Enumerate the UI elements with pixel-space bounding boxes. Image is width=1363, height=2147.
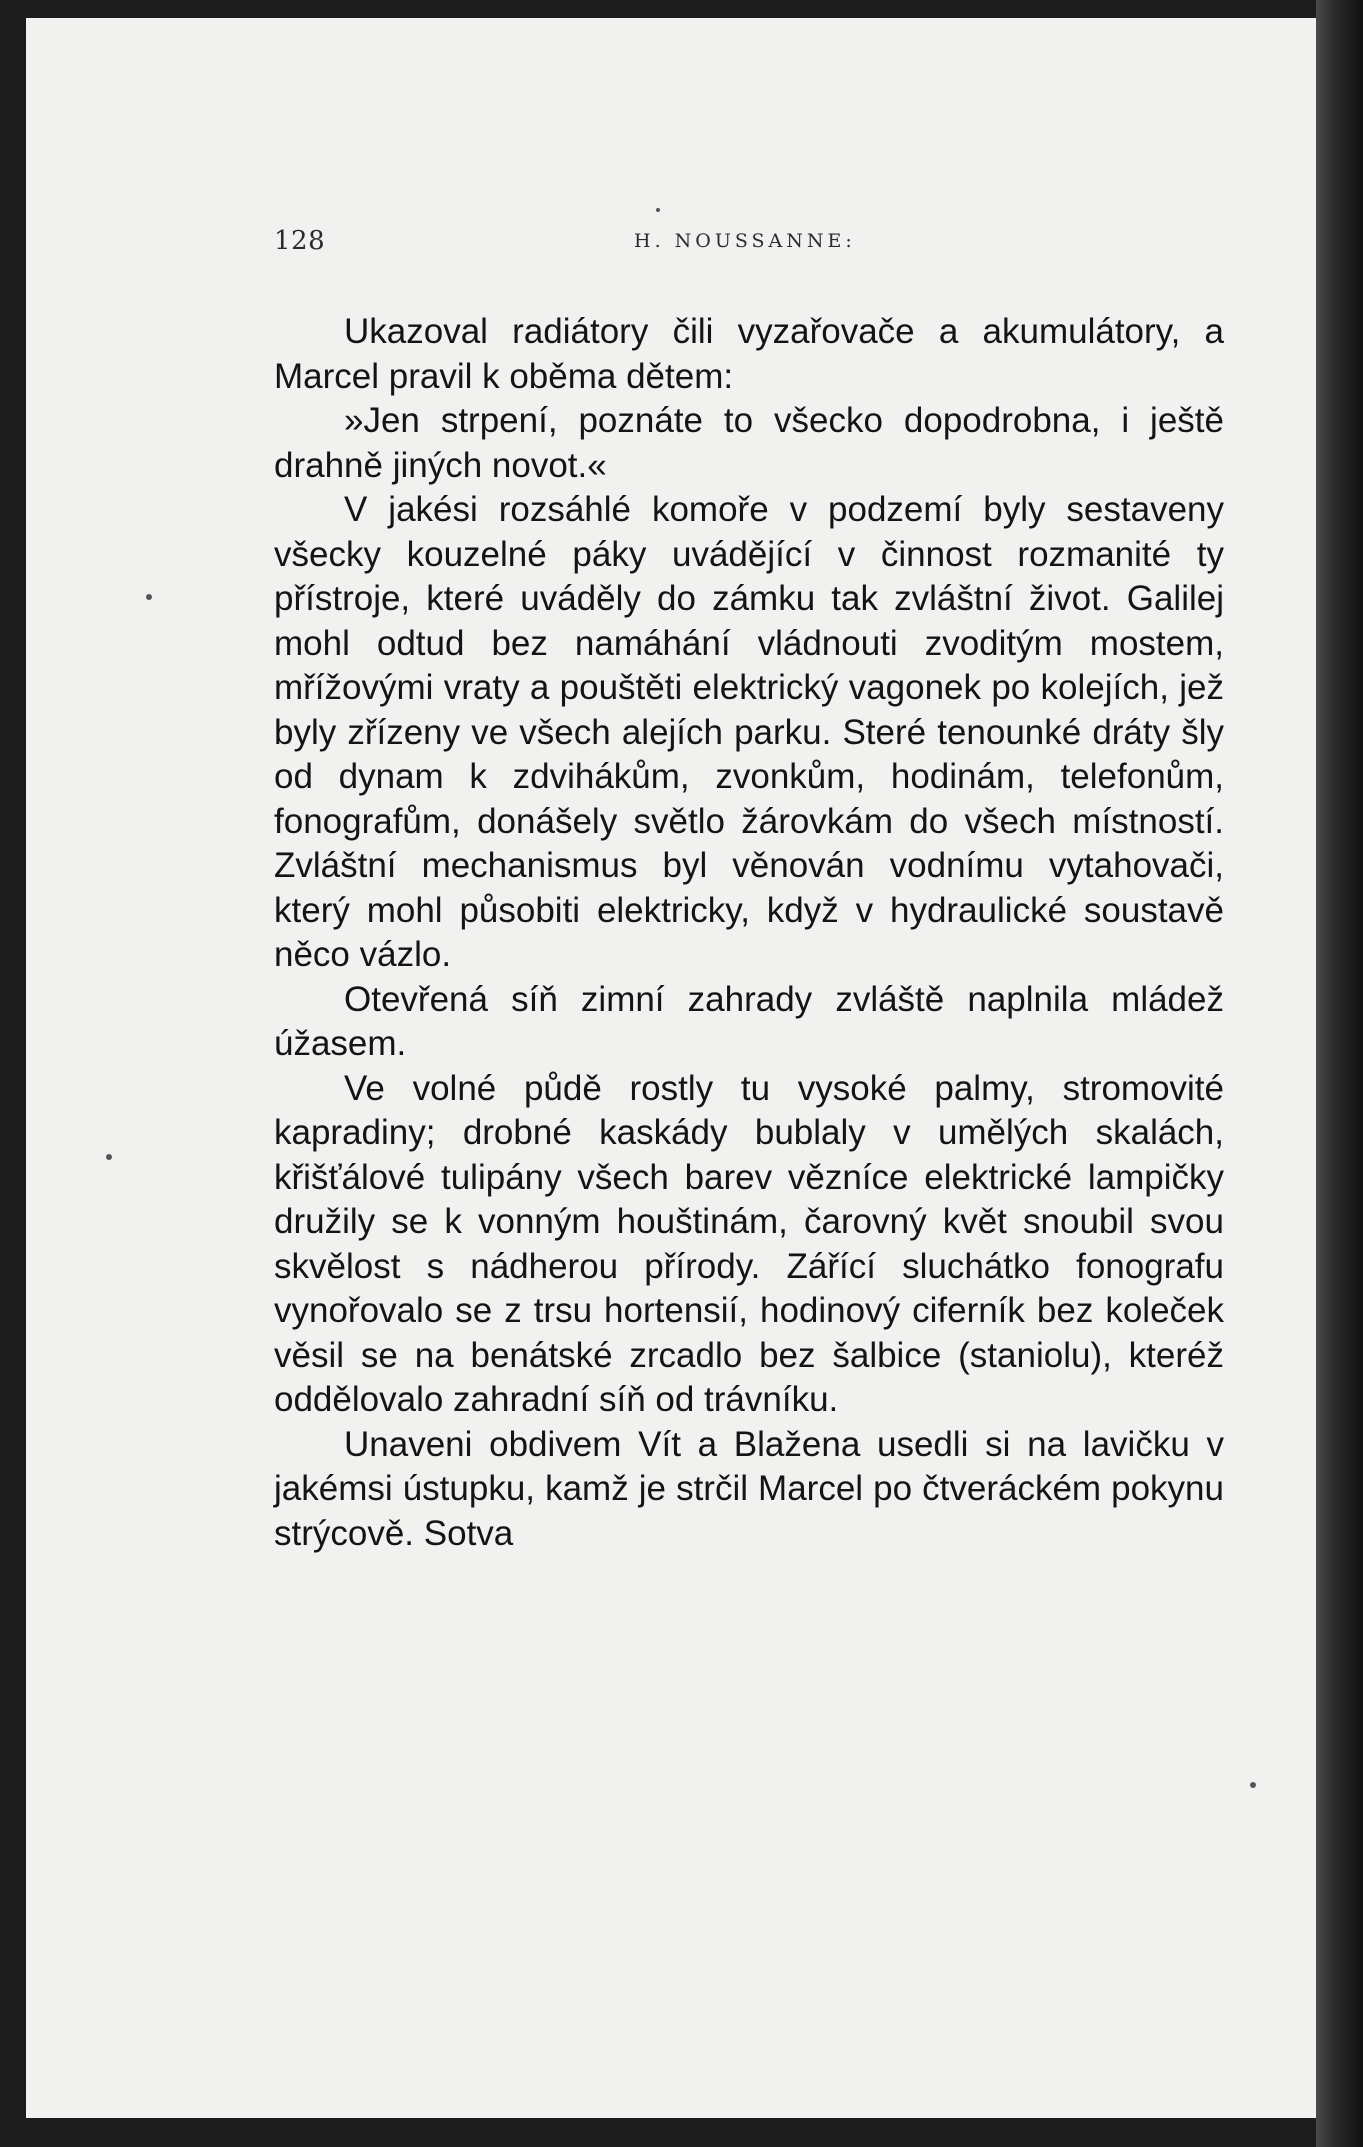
paragraph: V jakési rozsáhlé komoře v podzemí byly sestaveny všecky kouzelné páky uvádějící v činnost rozmanité ty přístroje, které uváděly do zámku tak zvláštní život. Galilej mohl odtud bez namáhání vládnouti zvoditým mostem, mřížovými vraty a pouštěti elektrický vagonek po kolejích, jež byly zřízeny ve všech alejích parku. Steré tenounké dráty šly od dynam k zdvihákům, zvonkům, hodinám, telefonům, fonografům, donášely světlo žárovkám do všech místností. Zvláštní mechanismus byl věnován vodnímu vytahovači, který mohl působiti elektricky, když v hydraulické soustavě něco vázlo. — [274, 490, 1224, 974]
dust-speck — [146, 594, 152, 600]
page-edge-shadow — [1316, 0, 1363, 2147]
page-number: 128 — [274, 226, 326, 256]
paragraph: Unaveni obdivem Vít a Blažena usedli si na lavičku v jakémsi ústupku, kamž je strčil Marcel po čtveráckém pokynu strýcově. Sotva — [274, 1424, 1224, 1553]
paragraph: Otevřená síň zimní zahrady zvláště naplnila mládež úžasem. — [274, 979, 1224, 1063]
paragraph: Ve volné půdě rostly tu vysoké palmy, stromovité kapradiny; drobné kaskády bublaly v umělých skalách, křišťálové tulipány všech barev vězníce elektrické lampičky družily se k vonným houštinám, čarovný květ snoubil svou skvělost s nádherou přírody. Zářící sluchátko fonografu vynořovalo se z trsu hortensií, hodinový ciferník bez koleček věsil se na benátské zrcadlo bez šalbice (staniolu), kteréž oddělovalo zahradní síň od trávníku. — [274, 1068, 1224, 1419]
paragraph: »Jen strpení, poznáte to všecko dopodrobna, i ještě drahně jiných novot.« — [274, 401, 1224, 485]
running-head: H. NOUSSANNE: — [634, 230, 856, 252]
dust-speck — [106, 1154, 112, 1160]
dust-speck — [1250, 1782, 1256, 1788]
body-text — [274, 310, 1224, 1556]
paragraph: Ukazoval radiátory čili vyzařovače a akumulátory, a Marcel pravil k oběma dětem: — [274, 312, 1224, 396]
dust-speck — [656, 208, 660, 212]
page-header — [274, 226, 1224, 266]
